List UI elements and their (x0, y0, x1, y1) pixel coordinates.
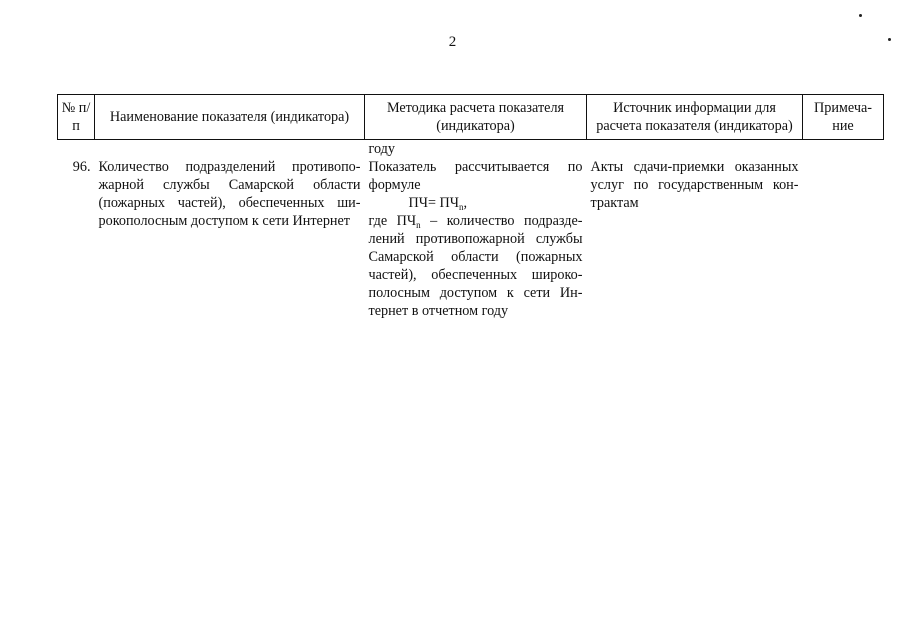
row-source: Акты сдачи-приемки оказанных услуг по государственным контрактам (590, 159, 799, 211)
header-source: Источник информации для расчета показателя (индикатора) (587, 95, 803, 140)
scan-speck (859, 14, 862, 17)
method-where: где ПЧ (368, 213, 417, 229)
header-num: № п/п (58, 95, 95, 140)
header-method: Методика расчета показателя (индикатора) (365, 95, 587, 140)
table-header-row (58, 95, 884, 140)
row-method: Показатель рассчитывается по формуле $ПЧ= ПЧ_n$, где $ПЧ_n$ – количество подразделений противопожарной службы Самарской области (пожарных частей), обеспеченных широкополосным доступом к сети Интернет в отчетном году (368, 159, 583, 319)
formula: $ПЧ= ПЧ_n$, (408, 195, 468, 212)
scan-speck (888, 38, 891, 41)
table-row (58, 158, 884, 320)
carry-over-method-text: году (368, 141, 395, 157)
row-number: 96. (72, 159, 91, 175)
page-number: 2 (448, 34, 457, 50)
method-intro: Показатель рассчитывается по формуле (368, 159, 583, 193)
row-note (803, 158, 884, 320)
header-note: Примеча- ние (803, 95, 884, 140)
row-indicator-name: Количество подразделений противопожарной службы Самарской области (пожарных частей), обеспеченных широкополосным доступом к сети Интернет (98, 159, 361, 229)
table-row-carry-over (58, 140, 884, 159)
method-definition: – количество подразделений противопожарной службы Самарской области (пожарных частей), обеспеченных широкополосным доступом к сети Интернет в отчетном году (368, 213, 583, 319)
header-name: Наименование показателя (индикатора) (95, 95, 365, 140)
indicators-table (57, 94, 884, 320)
